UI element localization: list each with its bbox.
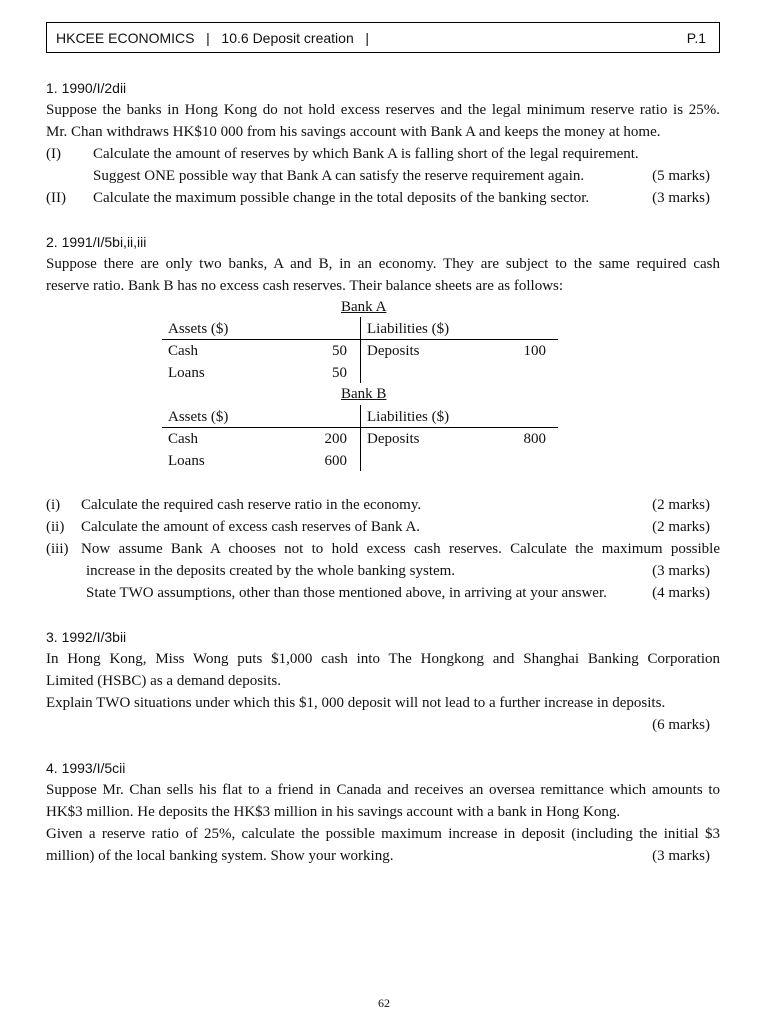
q2-part-marks: (2 marks) <box>652 497 710 513</box>
q2-part-label: (i) <box>46 497 61 513</box>
q2-part-text: State TWO assumptions, other than those mentioned above, in arriving at your answer. <box>86 585 607 601</box>
bank-a-title: Bank A <box>341 299 387 315</box>
q3-line-1: In Hong Kong, Miss Wong puts $1,000 cash into The Hongkong and Shanghai Banking Corporation <box>46 651 720 667</box>
q3-marks: (6 marks) <box>652 717 710 733</box>
q1-part-marks: (5 marks) <box>652 168 710 184</box>
q2-part-text: increase in the deposits created by the whole banking system. <box>86 563 456 579</box>
bank-a-asset: Loans <box>168 365 205 381</box>
bank-b-asset-value: 200 <box>324 431 347 447</box>
bank-b-liability-value: 800 <box>523 431 546 447</box>
q1-part-text: Calculate the maximum possible change in the total deposits of the banking sector. <box>93 190 590 206</box>
q2-part-label: (iii) <box>46 541 69 557</box>
q1-part-text: Suggest ONE possible way that Bank A can satisfy the reserve requirement again. <box>93 168 585 184</box>
bank-b-asset: Loans <box>168 453 205 469</box>
q1-part-label: (I) <box>46 146 61 162</box>
bank-b-liability: Deposits <box>367 431 420 447</box>
header-title: HKCEE ECONOMICS | 10.6 Deposit creation | <box>56 30 370 46</box>
header-page: P.1 <box>686 30 706 46</box>
q1-part-text: Calculate the amount of reserves by which Bank A is falling short of the legal requirement. <box>93 146 639 162</box>
q2-part-text: Calculate the amount of excess cash reserves of Bank A. <box>81 519 421 535</box>
question-3-heading: 3. 1992/I/3bii <box>46 629 127 645</box>
q2-part-marks: (4 marks) <box>652 585 710 601</box>
bank-b-asset: Cash <box>168 431 198 447</box>
q1-part-marks: (3 marks) <box>652 190 710 206</box>
q4-line-2: HK$3 million. He deposits the HK$3 million in his savings account with a bank in Hong Kong. <box>46 804 621 820</box>
bank-a-assets-header: Assets ($) <box>168 321 229 337</box>
q4-line-1: Suppose Mr. Chan sells his flat to a friend in Canada and receives an oversea remittance which amounts to <box>46 782 720 798</box>
q2-line-1: Suppose there are only two banks, A and B, in an economy. They are subject to the same required cash <box>46 256 720 272</box>
bank-b-title: Bank B <box>341 386 387 402</box>
question-2-heading: 2. 1991/I/5bi,ii,iii <box>46 234 147 250</box>
bank-a-asset: Cash <box>168 343 198 359</box>
q2-part-text: Calculate the required cash reserve ratio in the economy. <box>81 497 422 513</box>
bank-a-liability-value: 100 <box>523 343 546 359</box>
bank-a-asset-value: 50 <box>332 365 347 381</box>
bank-a-t-line <box>360 317 361 383</box>
bank-a-asset-value: 50 <box>332 343 347 359</box>
q2-part-text: Now assume Bank A chooses not to hold excess cash reserves. Calculate the maximum possible <box>81 541 720 557</box>
q4-line-4: million) of the local banking system. Show your working. <box>46 848 394 864</box>
q4-line-3: Given a reserve ratio of 25%, calculate the possible maximum increase in deposit (including the initial $3 <box>46 826 720 842</box>
question-1-heading: 1. 1990/I/2dii <box>46 80 127 96</box>
page-header <box>46 22 720 53</box>
bank-b-asset-value: 600 <box>324 453 347 469</box>
bank-b-assets-header: Assets ($) <box>168 409 229 425</box>
q3-line-3: Explain TWO situations under which this $1, 000 deposit will not lead to a further increase in deposits. <box>46 695 666 711</box>
q2-line-2: reserve ratio. Bank B has no excess cash reserves. Their balance sheets are as follows: <box>46 278 564 294</box>
q2-part-label: (ii) <box>46 519 65 535</box>
bank-b-t-line <box>360 405 361 471</box>
bank-a-liabilities-header: Liabilities ($) <box>367 321 450 337</box>
page-number: 62 <box>378 996 390 1010</box>
question-4-heading: 4. 1993/I/5cii <box>46 760 126 776</box>
q3-line-2: Limited (HSBC) as a demand deposits. <box>46 673 281 689</box>
bank-a-liability: Deposits <box>367 343 420 359</box>
q1-line-1: Suppose the banks in Hong Kong do not hold excess reserves and the legal minimum reserve ratio is 25%. <box>46 102 720 118</box>
q1-part-label: (II) <box>46 190 66 206</box>
q2-part-marks: (3 marks) <box>652 563 710 579</box>
q2-part-marks: (2 marks) <box>652 519 710 535</box>
bank-b-liabilities-header: Liabilities ($) <box>367 409 450 425</box>
q1-line-2: Mr. Chan withdraws HK$10 000 from his savings account with Bank A and keeps the money at home. <box>46 124 661 140</box>
q4-marks: (3 marks) <box>652 848 710 864</box>
